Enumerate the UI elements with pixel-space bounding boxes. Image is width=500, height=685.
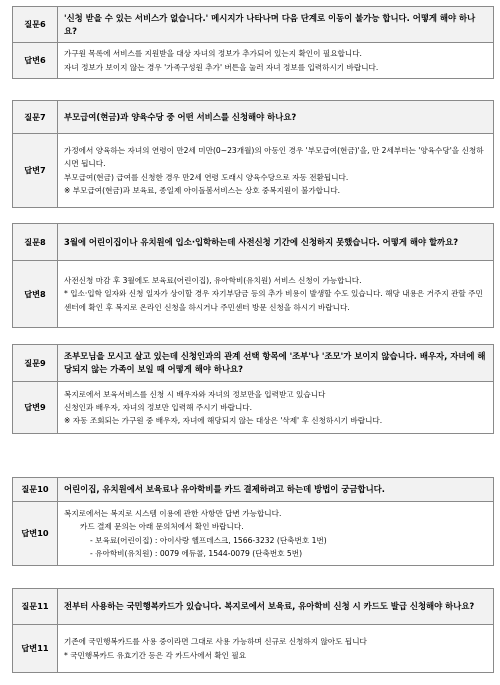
faq-block-6 bbox=[12, 6, 494, 79]
answer-text: 가정에서 양육하는 자녀의 연령이 만2세 미만(0~23개월)의 아동인 경우 '부모급여(현금)'을, 만 2세부터는 '양육수당'을 신청하시면 됩니다. 부모급여(현금) 급여를 신청한 경우 만2세 연령 도래시 양육수당으로 자동 전환됩니다. ※ 부모급여(현금)과 보육료, 종일제 아이돌봄서비스는 상호 중복지원이 불가합니다. bbox=[58, 134, 494, 208]
faq-block-7 bbox=[12, 100, 494, 208]
question-label: 질문8 bbox=[13, 224, 58, 261]
answer-text: 기존에 국민행복카드를 사용 중이라면 그대로 사용 가능하며 신규로 신청하지 않아도 됩니다 * 국민행복카드 유효기간 등은 각 카드사에서 확인 필요 bbox=[58, 625, 494, 673]
answer-label: 답변7 bbox=[13, 134, 58, 208]
question-label: 질문9 bbox=[13, 345, 58, 382]
question-label: 질문10 bbox=[13, 478, 58, 502]
question-text: 부모급여(현금)과 양육수당 중 어떤 서비스를 신청해야 하나요? bbox=[58, 101, 494, 134]
answer-label: 답변8 bbox=[13, 261, 58, 328]
question-text: 3월에 어린이집이나 유치원에 입소·입학하는데 사전신청 기간에 신청하지 못했습니다. 어떻게 해야 할까요? bbox=[58, 224, 494, 261]
faq-block-11 bbox=[12, 588, 494, 673]
question-text: '신청 받을 수 있는 서비스가 없습니다.' 메시지가 나타나며 다음 단계로 이동이 불가능 합니다. 어떻게 해야 하나요? bbox=[58, 7, 494, 43]
faq-block-10 bbox=[12, 477, 494, 566]
answer-text: 사전신청 마감 후 3월에도 보육료(어린이집), 유아학비(유치원) 서비스 신청이 가능합니다. * 입소·입학 일자와 신청 일자가 상이할 경우 자기부담금 등의 추가 비용이 발생할 수도 있습니다. 해당 내용은 거주지 관할 주민센터에 확인 후 복지로 온라인 신청을 하시거나 주민센터 방문 신청을 하시기 바랍니다. bbox=[58, 261, 494, 328]
answer-label: 답변11 bbox=[13, 625, 58, 673]
answer-label: 답변9 bbox=[13, 382, 58, 434]
answer-label: 답변6 bbox=[13, 43, 58, 79]
answer-text: 복지로에서 보육서비스를 신청 시 배우자와 자녀의 정보만을 입력받고 있습니다 신청인과 배우자, 자녀의 정보만 입력해 주시기 바랍니다. ※ 자동 조회되는 가구원 중 배우자, 자녀에 해당되지 않는 대상은 '삭제' 후 신청하시기 바랍니다. bbox=[58, 382, 494, 434]
answer-label: 답변10 bbox=[13, 502, 58, 566]
question-label: 질문6 bbox=[13, 7, 58, 43]
question-text: 조부모님을 모시고 살고 있는데 신청인과의 관계 선택 항목에 '조부'나 '조모'가 보이지 않습니다. 배우자, 자녀에 해당되지 않는 가족이 보일 때 어떻게 해야 하나요? bbox=[58, 345, 494, 382]
answer-text: 복지로에서는 복지로 시스템 이용에 관한 사항만 답변 가능합니다. 카드 결제 문의는 아래 문의처에서 확인 바랍니다. - 보육료(어린이집) : 아이사랑 헬프데스크, 1566-3232 (단축번호 1번) - 유아학비(유치원) : 0079 에듀콜, 1544-0079 (단축번호 5번) bbox=[58, 502, 494, 566]
faq-block-9 bbox=[12, 344, 494, 434]
question-label: 질문7 bbox=[13, 101, 58, 134]
question-text: 어린이집, 유치원에서 보육료나 유아학비를 카드 결제하려고 하는데 방법이 궁금합니다. bbox=[58, 478, 494, 502]
question-text: 전부터 사용하는 국민행복카드가 있습니다. 복지로에서 보육료, 유아학비 신청 시 카드도 발급 신청해야 하나요? bbox=[58, 589, 494, 625]
answer-text: 가구원 목록에 서비스를 지원받을 대상 자녀의 정보가 추가되어 있는지 확인이 필요합니다. 자녀 정보가 보이지 않는 경우 '가족구성원 추가' 버튼을 눌러 자녀 정보를 입력하시기 바랍니다. bbox=[58, 43, 494, 79]
faq-block-8 bbox=[12, 223, 494, 328]
question-label: 질문11 bbox=[13, 589, 58, 625]
